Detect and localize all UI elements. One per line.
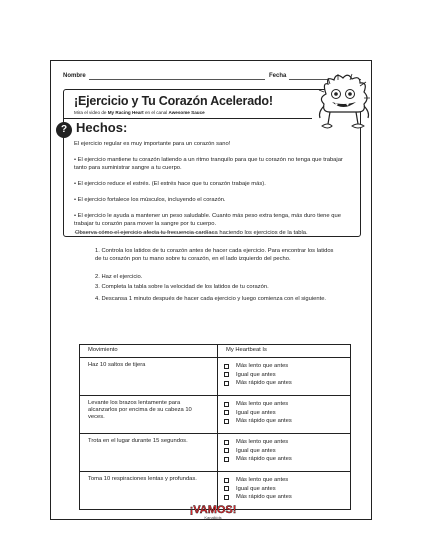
checkbox-icon[interactable] — [224, 364, 229, 369]
fact-item: • El ejercicio fortalece los músculos, incluyendo el corazón. — [74, 197, 226, 203]
option-faster[interactable]: Más rápido que antes — [224, 417, 344, 426]
checkbox-icon[interactable] — [224, 440, 229, 445]
option-faster[interactable]: Más rápido que antes — [224, 455, 344, 464]
name-line[interactable] — [89, 79, 265, 80]
option-faster[interactable]: Más rápido que antes — [224, 493, 344, 502]
instructions-intro: Observa cómo el ejercicio afecta tu frecuencia cardíaca haciendo los ejercicios de la tabla. — [75, 230, 308, 236]
checkbox-icon[interactable] — [224, 402, 229, 407]
activity-cell: Levante los brazos lentamente para alcanzarlos por encima de su cabeza 10 veces. — [80, 396, 218, 434]
fact-item: El ejercicio regular es muy importante para un corazón sano! — [74, 141, 231, 147]
sources-credits: *nutrition.org heart.org ahajournals.org cdc.gov mayoclinic.org kidshealth.org healthychildren.org nhlbi.nih.gov webmd.com medlineplus.gov health.harvard.edu — [74, 232, 215, 234]
checkbox-icon[interactable] — [224, 381, 229, 386]
heartbeat-options — [218, 434, 351, 472]
page-title: ¡Ejercicio y Tu Corazón Acelerado! — [74, 94, 273, 108]
option-same[interactable]: Igual que antes — [224, 371, 344, 380]
title-divider — [64, 118, 312, 119]
checkbox-icon[interactable] — [224, 457, 229, 462]
name-label: Nombre — [63, 73, 86, 79]
checkbox-icon[interactable] — [224, 372, 229, 377]
vamos-logo-icon — [187, 501, 239, 521]
table-row — [80, 434, 351, 472]
svg-text:¡VAMOS!: ¡VAMOS! — [189, 504, 237, 516]
table-header-row — [80, 345, 351, 358]
facts-box — [60, 89, 361, 237]
checkbox-icon[interactable] — [224, 410, 229, 415]
svg-text:Kanalkids: Kanalkids — [204, 515, 222, 520]
activity-cell: Haz 10 saltos de tijera — [80, 358, 218, 396]
instruction-step: 3. Completa la tabla sobre la velocidad de los latidos de tu corazón. — [95, 284, 269, 290]
option-faster[interactable]: Más rápido que antes — [224, 379, 344, 388]
option-same[interactable]: Igual que antes — [224, 485, 344, 494]
checkbox-icon[interactable] — [224, 495, 229, 500]
date-label: Fecha — [269, 73, 287, 79]
activity-cell: Trota en el lugar durante 15 segundos. — [80, 434, 218, 472]
option-slower[interactable]: Más lento que antes — [224, 400, 344, 409]
option-same[interactable]: Igual que antes — [224, 409, 344, 418]
activity-cell: Toma 10 respiraciones lentas y profundas. — [80, 472, 218, 510]
question-badge-icon: ? — [56, 122, 72, 138]
heartbeat-options — [218, 396, 351, 434]
checkbox-icon[interactable] — [224, 486, 229, 491]
checkbox-icon[interactable] — [224, 419, 229, 424]
heartbeat-column-header: My Heartbeat Is — [218, 345, 351, 358]
checkbox-icon[interactable] — [224, 448, 229, 453]
table-row — [80, 396, 351, 434]
option-slower[interactable]: Más lento que antes — [224, 476, 344, 485]
option-same[interactable]: Igual que antes — [224, 447, 344, 456]
instruction-step: 2. Haz el ejercicio. — [95, 274, 143, 280]
table-row — [80, 358, 351, 396]
checkbox-icon[interactable] — [224, 478, 229, 483]
fact-item: • El ejercicio le ayuda a mantener un peso saludable. Cuanto más peso extra tenga, más duro tiene que trabajar tu corazón para mover la sangre por tu cuerpo. — [74, 213, 341, 227]
instruction-step: 4. Descansa 1 minuto después de hacer cada ejercicio y luego comienza con el siguiente. — [95, 296, 327, 302]
option-slower[interactable]: Más lento que antes — [224, 362, 344, 371]
heartbeat-table — [79, 344, 351, 510]
facts-heading: Hechos: — [76, 120, 128, 135]
worksheet — [50, 60, 372, 520]
page-subtitle: Mira el video de My Racing Heart en el canal Awesome Sauce — [74, 110, 205, 115]
instruction-step: 1. Controla los latidos de tu corazón antes de hacer cada ejercicio. Para encontrar los latidos de tu corazón pon tu mano sobre tu corazón, en el lado izquierdo del pecho. — [95, 248, 334, 262]
movement-column-header: Movimiento — [80, 345, 218, 358]
fact-item: • El ejercicio reduce el estrés. (El estrés hace que tu corazón trabaje más). — [74, 181, 266, 187]
monster-mascot-icon — [316, 72, 372, 134]
heartbeat-options — [218, 358, 351, 396]
fact-item: • El ejercicio mantiene tu corazón latiendo a un ritmo tranquilo para que tu corazón no tenga que trabajar tanto para suministrar sangre a tu cuerpo. — [74, 157, 343, 171]
option-slower[interactable]: Más lento que antes — [224, 438, 344, 447]
